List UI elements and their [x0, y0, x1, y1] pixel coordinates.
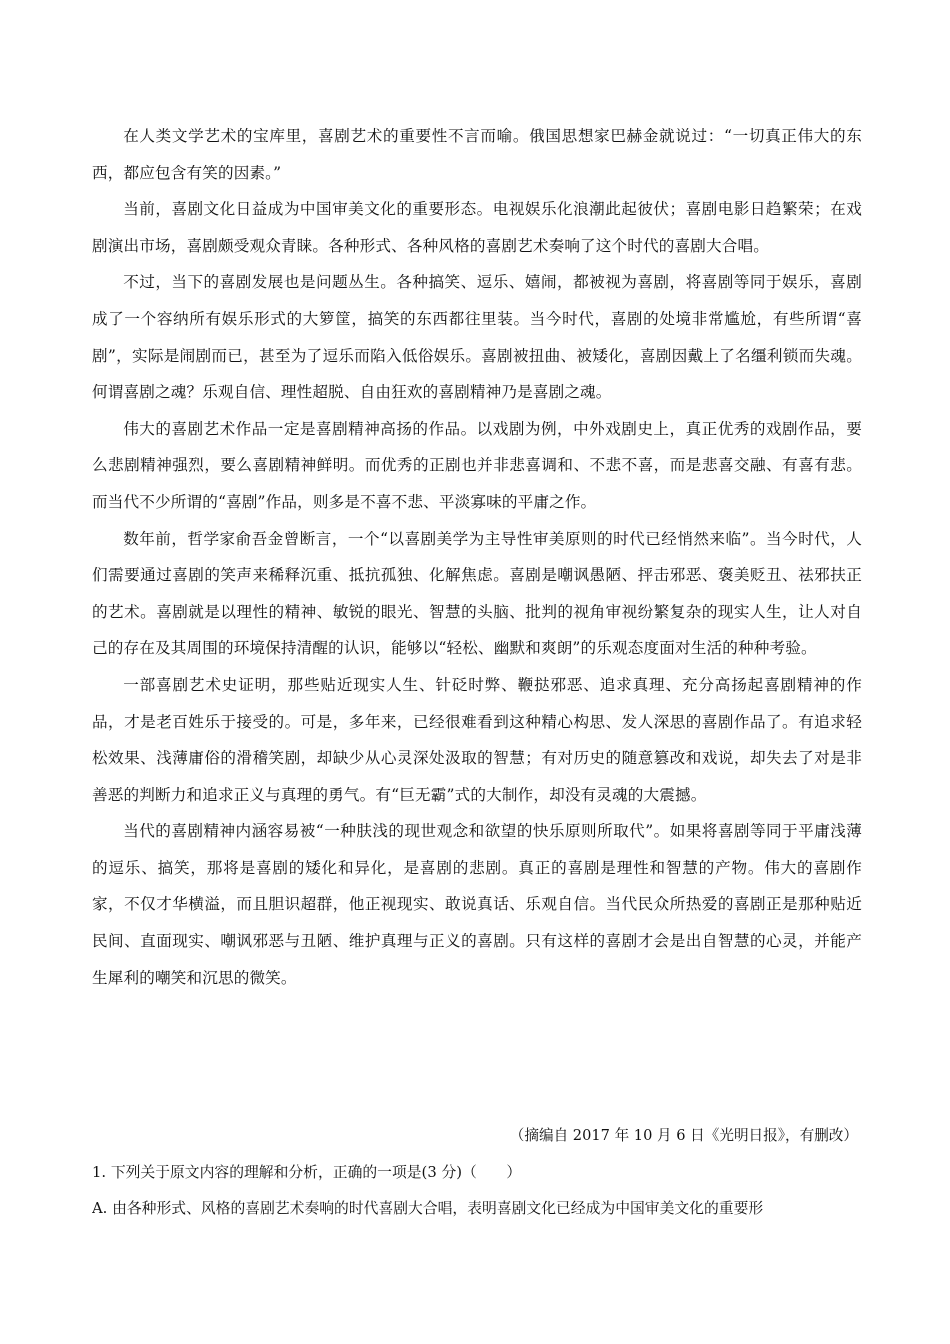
paragraph-2: 当前，喜剧文化日益成为中国审美文化的重要形态。电视娱乐化浪潮此起彼伏；喜剧电影日趋繁荣；在戏剧演出市场，喜剧颇受观众青睐。各种形式、各种风格的喜剧艺术奏响了这个时代的喜剧大合唱。 — [92, 200, 862, 255]
option-a: A. 由各种形式、风格的喜剧艺术奏响的时代喜剧大合唱，表明喜剧文化已经成为中国审美文化的重要形 — [92, 1200, 764, 1217]
paragraph-5: 数年前，哲学家俞吾金曾断言，一个“以喜剧美学为主导性审美原则的时代已经悄然来临”。当今时代，人们需要通过喜剧的笑声来稀释沉重、抵抗孤独、化解焦虑。喜剧是嘲讽愚陋、抨击邪恶、褒美贬丑、祛邪扶正的艺术。喜剧就是以理性的精神、敏锐的眼光、智慧的头脑、批判的视角审视纷繁复杂的现实人生，让人对自己的存在及其周围的环境保持清醒的认识，能够以“轻松、幽默和爽朗”的乐观态度面对生活的种种考验。 — [92, 529, 862, 658]
paragraph-4: 伟大的喜剧艺术作品一定是喜剧精神高扬的作品。以戏剧为例，中外戏剧史上，真正优秀的戏剧作品，要么悲剧精神强烈，要么喜剧精神鲜明。而优秀的正剧也并非悲喜调和、不悲不喜，而是悲喜交融、有喜有悲。而当代不少所谓的“喜剧”作品，则多是不喜不悲、平淡寡味的平庸之作。 — [92, 419, 862, 511]
paragraph-7: 当代的喜剧精神内涵容易被“一种肤浅的现世观念和欲望的快乐原则所取代”。如果将喜剧等同于平庸浅薄的逗乐、搞笑，那将是喜剧的矮化和异化，是喜剧的悲剧。真正的喜剧是理性和智慧的产物。伟大的喜剧作家，不仅才华横溢，而且胆识超群，他正视现实、敢说真话、乐观自信。当代民众所热爱的喜剧正是那种贴近民间、直面现实、嘲讽邪恶与丑陋、维护真理与正义的喜剧。只有这样的喜剧才会是出自智慧的心灵，并能产生犀利的嘲笑和沉思的微笑。 — [92, 822, 862, 987]
paragraph-3: 不过，当下的喜剧发展也是问题丛生。各种搞笑、逗乐、嬉闹，都被视为喜剧，将喜剧等同于娱乐，喜剧成了一个容纳所有娱乐形式的大箩筐，搞笑的东西都往里装。当今时代，喜剧的处境非常尴尬，有些所谓“喜剧”，实际是闹剧而已，甚至为了逗乐而陷入低俗娱乐。喜剧被扭曲、被矮化，喜剧因戴上了名缰利锁而失魂。何谓喜剧之魂？乐观自信、理性超脱、自由狂欢的喜剧精神乃是喜剧之魂。 — [92, 273, 862, 402]
article-body — [92, 118, 862, 996]
article-source: （摘编自 2017 年 10 月 6 日《光明日报》，有删改） — [509, 1127, 858, 1144]
paragraph-6: 一部喜剧艺术史证明，那些贴近现实人生、针砭时弊、鞭挞邪恶、追求真理、充分高扬起喜剧精神的作品，才是老百姓乐于接受的。可是，多年来，已经很难看到这种精心构思、发人深思的喜剧作品了。有追求轻松效果、浅薄庸俗的滑稽笑剧，却缺少从心灵深处汲取的智慧；有对历史的随意篡改和戏说，却失去了对是非善恶的判断力和追求正义与真理的勇气。有“巨无霸”式的大制作，却没有灵魂的大震撼。 — [92, 675, 862, 804]
question-stem: 1. 下列关于原文内容的理解和分析，正确的一项是(3 分)（ ） — [92, 1164, 522, 1181]
paragraph-1: 在人类文学艺术的宝库里，喜剧艺术的重要性不言而喻。俄国思想家巴赫金就说过：“一切真正伟大的东西，都应包含有笑的因素。” — [92, 127, 862, 182]
